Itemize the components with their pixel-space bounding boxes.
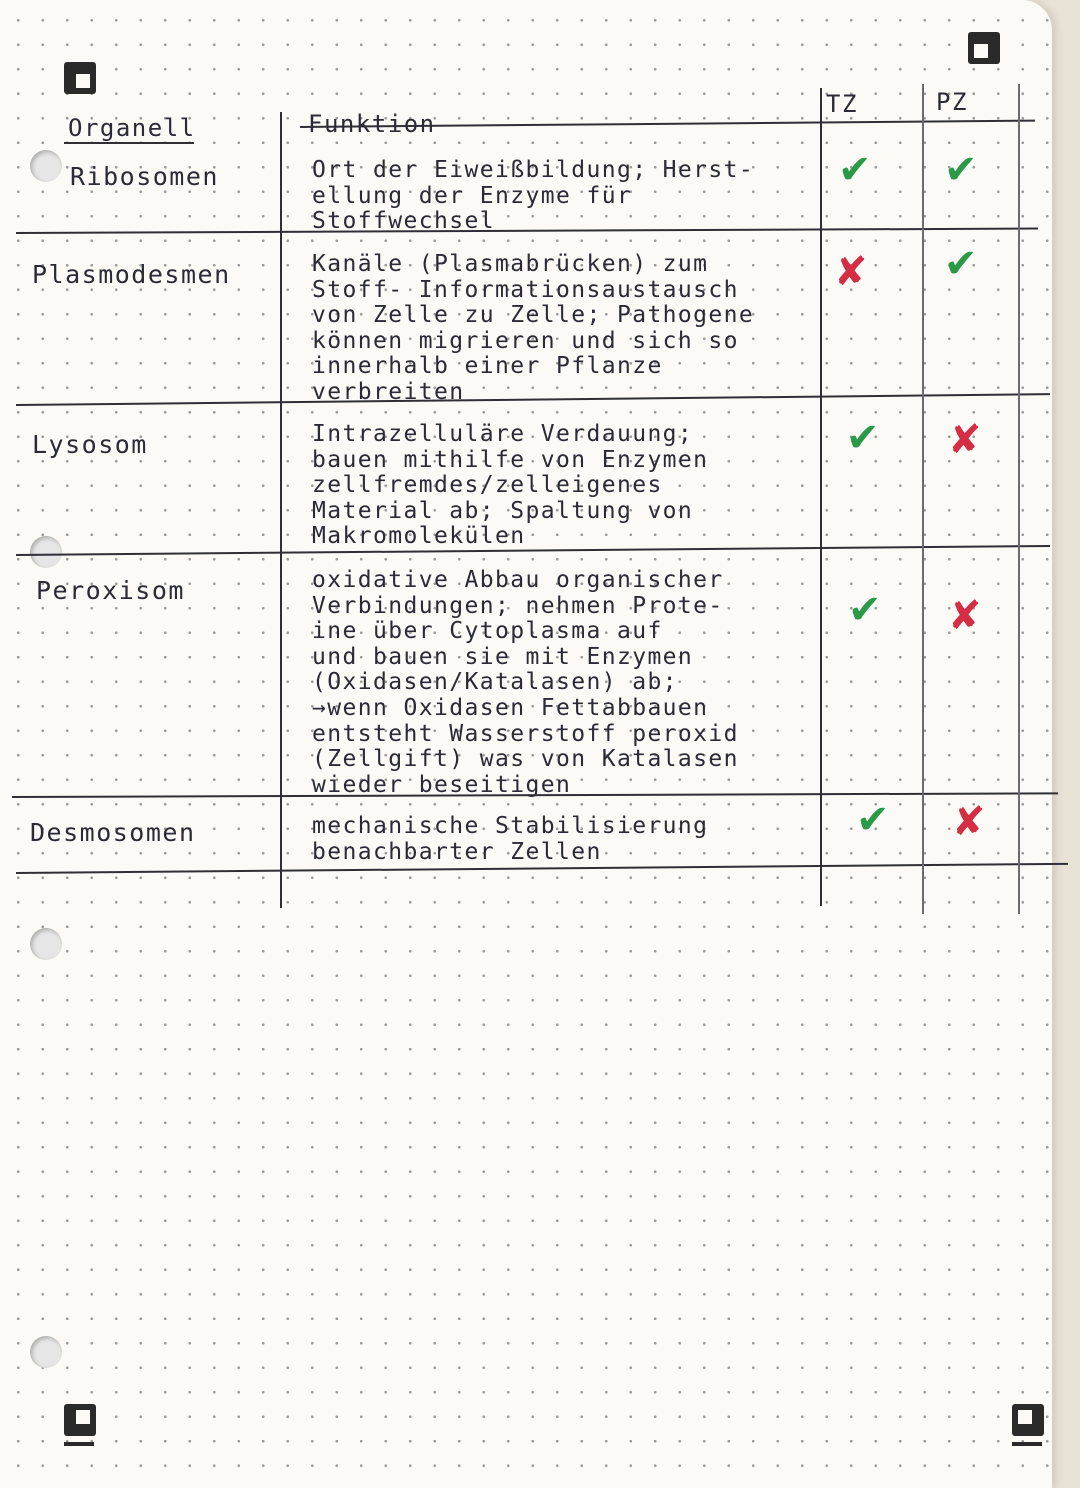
function-text: oxidative Abbau organischer Verbindungen; nehmen Prote- ine über Cytoplasma auf und bauen sie mit Enzymen (Oxidasen/Katalasen) ab; →wenn Oxidasen Fettabbauen entsteht Wasserstoff peroxid (Zellgift) was von Katalasen wieder beseitigen [312, 567, 739, 798]
header-funktion: Funktion [308, 110, 436, 138]
header-underline [64, 142, 194, 144]
header-pz: PZ [936, 88, 968, 116]
cross-icon: ✘ [948, 417, 982, 463]
organell-name: Peroxisom [36, 576, 185, 605]
header-organell: Organell [68, 114, 196, 142]
binder-hole [30, 536, 62, 568]
cross-icon: ✘ [948, 593, 982, 639]
organell-name: Lysosom [32, 430, 148, 459]
column-divider [922, 84, 924, 914]
scan-corner-bar [64, 1442, 94, 1446]
scan-corner-marker-icon [968, 32, 1000, 64]
organell-name: Plasmodesmen [32, 260, 231, 289]
cross-icon: ✘ [952, 799, 986, 845]
binder-hole [30, 1336, 62, 1368]
column-divider [280, 112, 282, 908]
header-tz: TZ [826, 90, 858, 118]
check-icon: ✔ [944, 241, 978, 287]
function-text: Kanäle (Plasmabrücken) zum Stoff- Informationsaustausch von Zelle zu Zelle; Pathogene können migrieren und sich so innerhalb einer Pflanze verbreiten [312, 251, 755, 405]
column-divider [820, 88, 822, 906]
column-divider [1018, 84, 1020, 914]
function-text: Intrazelluläre Verdauung; bauen mithilfe von Enzymen zellfremdes/zelleigenes Material ab; Spaltung von Makromolekülen [312, 421, 709, 550]
cross-icon: ✘ [834, 249, 868, 295]
check-icon: ✔ [846, 415, 880, 461]
function-text: mechanische Stabilisierung benachbarter Zellen [312, 813, 709, 865]
scan-corner-marker-icon [1012, 1404, 1044, 1436]
scan-corner-bar [1012, 1442, 1042, 1446]
binder-hole [30, 928, 62, 960]
organell-name: Desmosomen [30, 818, 196, 847]
organell-name: Ribosomen [70, 162, 219, 191]
binder-hole [30, 150, 62, 182]
scan-corner-marker-icon [64, 62, 96, 94]
check-icon: ✔ [848, 587, 882, 633]
check-icon: ✔ [838, 147, 872, 193]
check-icon: ✔ [944, 147, 978, 193]
check-icon: ✔ [856, 797, 890, 843]
scan-corner-marker-icon [64, 1404, 96, 1436]
function-text: Ort der Eiweißbildung; Herst- ellung der Enzyme für Stoffwechsel [312, 157, 755, 235]
